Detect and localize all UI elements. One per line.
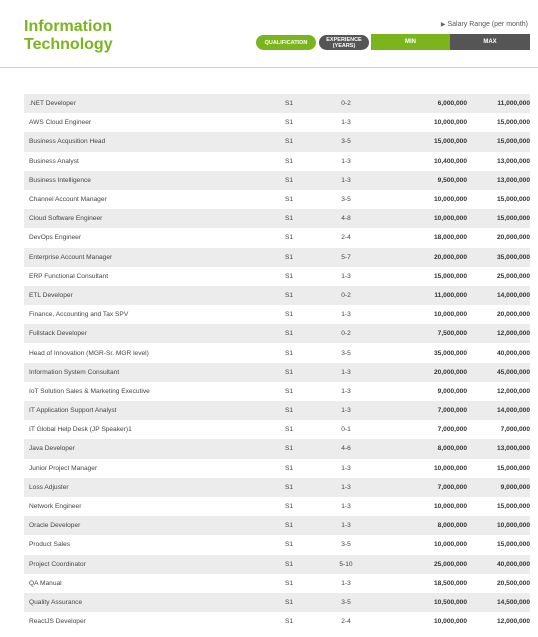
min-salary-cell: 20,000,000	[433, 368, 467, 376]
table-row	[24, 209, 530, 228]
table-row	[24, 248, 530, 267]
min-salary-cell: 15,000,000	[433, 272, 467, 280]
table-row	[24, 132, 530, 151]
experience-cell: 3-5	[341, 138, 351, 146]
job-title-cell: .NET Developer	[29, 100, 76, 108]
qualification-cell: S1	[284, 330, 294, 338]
qualification-cell: S1	[284, 138, 294, 146]
table-row	[24, 478, 530, 497]
job-title-cell: Project Coordinator	[29, 560, 86, 568]
table-row	[24, 593, 530, 612]
qualification-cell: S1	[284, 176, 294, 184]
experience-cell: 0-2	[341, 291, 351, 299]
max-salary-cell: 15,000,000	[496, 464, 530, 472]
min-salary-cell: 8,000,000	[437, 445, 467, 453]
table-row	[24, 171, 530, 190]
job-title-cell: Junior Project Manager	[29, 464, 98, 472]
max-salary-cell: 25,000,000	[496, 272, 530, 280]
qualification-cell: S1	[284, 387, 294, 395]
qualification-cell: S1	[284, 196, 294, 204]
experience-cell: 1-3	[341, 176, 351, 184]
salary-table	[24, 94, 530, 631]
qualification-cell: S1	[284, 426, 294, 434]
table-row	[24, 152, 530, 171]
experience-cell: 0-2	[341, 100, 351, 108]
min-salary-cell: 10,000,000	[433, 119, 467, 127]
job-title-cell: Channel Account Manager	[29, 196, 107, 204]
min-salary-cell: 8,000,000	[437, 522, 467, 530]
job-title-cell: Information System Consultant	[29, 368, 120, 376]
table-row	[24, 363, 530, 382]
table-row	[24, 190, 530, 209]
max-salary-cell: 12,000,000	[496, 618, 530, 626]
max-salary-cell: 13,000,000	[496, 445, 530, 453]
table-row	[24, 574, 530, 593]
qualification-cell: S1	[284, 349, 294, 357]
qualification-header-label: QUALIFICATION	[264, 39, 308, 46]
job-title-cell: IT Global Help Desk (JP Speaker)1	[29, 426, 132, 434]
experience-cell: 3-5	[341, 598, 351, 606]
max-salary-cell: 15,000,000	[496, 119, 530, 127]
qualification-cell: S1	[284, 272, 294, 280]
page-title-line2: Technology	[24, 36, 113, 53]
max-salary-cell: 14,000,000	[496, 291, 530, 299]
experience-header-line2: (YEARS)	[332, 42, 356, 49]
experience-cell: 1-3	[341, 157, 351, 165]
qualification-cell: S1	[284, 215, 294, 223]
experience-header-line1: EXPERIENCE	[326, 36, 362, 43]
min-salary-cell: 10,000,000	[433, 311, 467, 319]
experience-cell: 1-3	[341, 522, 351, 530]
job-title-cell: Fullstack Developer	[29, 330, 87, 338]
min-salary-cell: 10,000,000	[433, 215, 467, 223]
max-salary-cell: 10,000,000	[496, 522, 530, 530]
max-salary-cell: 15,000,000	[496, 215, 530, 223]
experience-cell: 3-5	[341, 196, 351, 204]
job-title-cell: Head of Innovation (MGR-Sr. MGR level)	[29, 349, 149, 357]
qualification-cell: S1	[284, 483, 294, 491]
job-title-cell: Business Analyst	[29, 157, 79, 165]
table-row	[24, 439, 530, 458]
page-title-line1: Information	[24, 18, 112, 35]
qualification-cell: S1	[284, 119, 294, 127]
job-title-cell: Oracle Developer	[29, 522, 81, 530]
table-row	[24, 401, 530, 420]
experience-cell: 1-3	[341, 272, 351, 280]
min-salary-cell: 11,000,000	[434, 291, 467, 299]
job-title-cell: Cloud Software Engineer	[29, 215, 103, 223]
max-salary-cell: 12,000,000	[496, 330, 530, 338]
max-salary-cell: 11,000,000	[497, 100, 530, 108]
table-row	[24, 497, 530, 516]
max-salary-cell: 13,000,000	[496, 176, 530, 184]
max-salary-cell: 40,000,000	[496, 349, 530, 357]
experience-cell: 4-8	[341, 215, 351, 223]
table-row	[24, 267, 530, 286]
job-title-cell: Quality Assurance	[29, 598, 83, 606]
min-salary-cell: 25,000,000	[433, 560, 467, 568]
experience-cell: 1-3	[341, 483, 351, 491]
experience-header	[319, 35, 369, 50]
table-row	[24, 113, 530, 132]
table-row	[24, 420, 530, 439]
experience-cell: 1-3	[341, 311, 351, 319]
job-title-cell: Java Developer	[29, 445, 75, 453]
min-salary-cell: 9,000,000	[437, 387, 467, 395]
qualification-cell: S1	[284, 100, 294, 108]
min-salary-cell: 10,500,000	[433, 598, 467, 606]
experience-cell: 1-3	[341, 464, 351, 472]
job-title-cell: Product Sales	[29, 541, 71, 549]
salary-range-label: Salary Range (per month)	[447, 21, 528, 28]
max-salary-cell: 15,000,000	[496, 541, 530, 549]
job-title-cell: QA Manual	[29, 579, 62, 587]
max-salary-cell: 9,000,000	[500, 483, 530, 491]
experience-cell: 2-4	[341, 234, 351, 242]
max-salary-cell: 7,000,000	[500, 426, 530, 434]
experience-cell: 3-5	[341, 349, 351, 357]
experience-cell: 1-3	[341, 368, 351, 376]
min-salary-cell: 10,000,000	[433, 618, 467, 626]
qualification-cell: S1	[284, 157, 294, 165]
qualification-cell: S1	[284, 445, 294, 453]
qualification-cell: S1	[284, 368, 294, 376]
min-salary-cell: 10,000,000	[433, 464, 467, 472]
job-title-cell: Enterprise Account Manager	[29, 253, 113, 261]
qualification-cell: S1	[284, 579, 294, 587]
max-salary-cell: 20,500,000	[496, 579, 530, 587]
header-divider	[0, 67, 538, 68]
table-row	[24, 516, 530, 535]
min-salary-cell: 10,000,000	[433, 503, 467, 511]
job-title-cell: ETL Developer	[29, 291, 73, 299]
max-salary-header-label: MAX	[483, 39, 497, 45]
max-salary-cell: 15,000,000	[496, 138, 530, 146]
max-salary-cell: 40,000,000	[496, 560, 530, 568]
min-salary-cell: 6,000,000	[437, 100, 467, 108]
max-salary-cell: 20,000,000	[496, 311, 530, 319]
table-row	[24, 94, 530, 113]
max-salary-cell: 35,000,000	[496, 253, 530, 261]
qualification-cell: S1	[284, 234, 294, 242]
qualification-cell: S1	[284, 291, 294, 299]
min-salary-cell: 10,000,000	[433, 541, 467, 549]
qualification-cell: S1	[284, 560, 294, 568]
experience-cell: 4-6	[341, 445, 351, 453]
max-salary-cell: 45,000,000	[496, 368, 530, 376]
min-salary-cell: 20,000,000	[433, 253, 467, 261]
table-row	[24, 535, 530, 554]
job-title-cell: Finance, Accounting and Tax SPV	[29, 311, 129, 319]
experience-cell: 5-10	[339, 560, 353, 568]
qualification-cell: S1	[284, 253, 294, 261]
experience-cell: 3-5	[341, 541, 351, 549]
experience-cell: 0-2	[341, 330, 351, 338]
min-salary-cell: 35,000,000	[433, 349, 467, 357]
table-row	[24, 612, 530, 631]
max-salary-header	[450, 34, 530, 50]
experience-cell: 1-3	[341, 579, 351, 587]
experience-cell: 5-7	[341, 253, 351, 261]
min-salary-cell: 7,000,000	[437, 483, 467, 491]
job-title-cell: Business Acqusition Head	[29, 138, 106, 146]
qualification-cell: S1	[284, 522, 294, 530]
min-salary-cell: 7,000,000	[437, 426, 467, 434]
experience-cell: 1-3	[341, 503, 351, 511]
triangle-right-icon: ▶	[440, 22, 446, 28]
min-salary-cell: 7,000,000	[437, 407, 467, 415]
table-row	[24, 459, 530, 478]
job-title-cell: ERP Functional Consultant	[29, 272, 109, 280]
table-row	[24, 382, 530, 401]
job-title-cell: ReactJS Developer	[29, 618, 86, 626]
table-row	[24, 343, 530, 362]
max-salary-cell: 13,000,000	[496, 157, 530, 165]
job-title-cell: IoT Solution Sales & Marketing Executive	[29, 387, 150, 395]
max-salary-cell: 14,500,000	[496, 598, 530, 606]
min-salary-cell: 18,500,000	[433, 579, 467, 587]
max-salary-cell: 12,000,000	[496, 387, 530, 395]
salary-range-note	[441, 21, 528, 28]
qualification-cell: S1	[284, 464, 294, 472]
max-salary-cell: 20,000,000	[496, 234, 530, 242]
table-row	[24, 555, 530, 574]
min-salary-cell: 10,400,000	[433, 157, 467, 165]
job-title-cell: AWS Cloud Engineer	[29, 119, 92, 127]
experience-cell: 1-3	[341, 407, 351, 415]
max-salary-cell: 15,000,000	[496, 196, 530, 204]
qualification-cell: S1	[284, 407, 294, 415]
table-row	[24, 286, 530, 305]
job-title-cell: DevOps Engineer	[29, 234, 82, 242]
job-title-cell: IT Application Support Analyst	[29, 407, 117, 415]
min-salary-cell: 10,000,000	[433, 196, 467, 204]
table-row	[24, 324, 530, 343]
qualification-cell: S1	[284, 598, 294, 606]
min-salary-header	[371, 34, 450, 50]
min-salary-cell: 15,000,000	[433, 138, 467, 146]
table-row	[24, 228, 530, 247]
qualification-cell: S1	[284, 503, 294, 511]
job-title-cell: Business Intelligence	[29, 176, 91, 184]
min-salary-cell: 7,500,000	[437, 330, 467, 338]
qualification-cell: S1	[284, 618, 294, 626]
qualification-header	[256, 35, 316, 50]
max-salary-cell: 14,000,000	[496, 407, 530, 415]
min-salary-header-label: MIN	[405, 39, 416, 45]
job-title-cell: Network Engineer	[29, 503, 82, 511]
min-salary-cell: 9,500,000	[437, 176, 467, 184]
max-salary-cell: 15,000,000	[496, 503, 530, 511]
experience-cell: 0-1	[341, 426, 351, 434]
min-salary-cell: 18,000,000	[433, 234, 467, 242]
page-title	[24, 18, 113, 54]
experience-cell: 1-3	[341, 119, 351, 127]
job-title-cell: Loss Adjuster	[29, 483, 69, 491]
experience-cell: 1-3	[341, 387, 351, 395]
table-row	[24, 305, 530, 324]
qualification-cell: S1	[284, 311, 294, 319]
experience-cell: 2-4	[341, 618, 351, 626]
qualification-cell: S1	[284, 541, 294, 549]
